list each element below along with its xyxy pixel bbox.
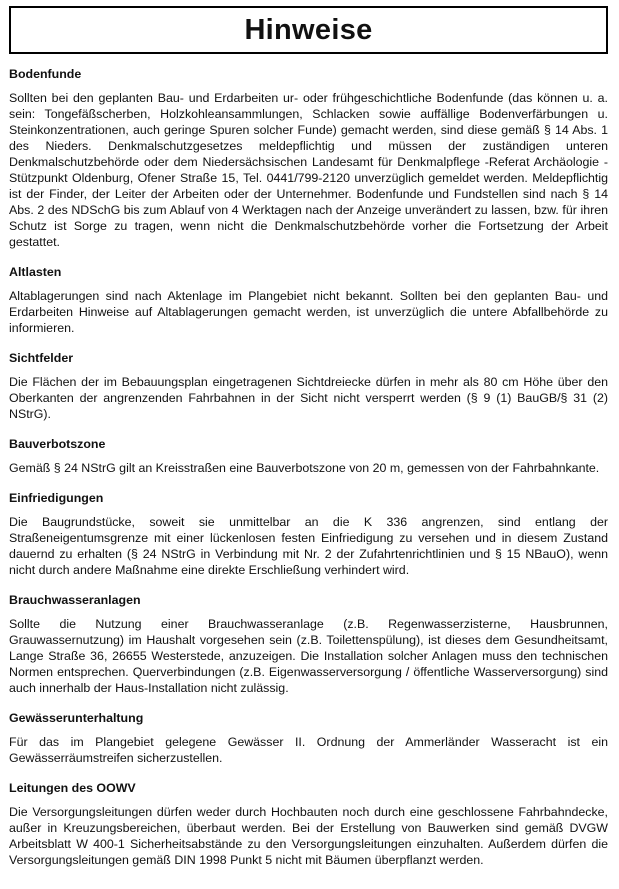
- title-box: [9, 6, 608, 54]
- section-heading: Brauchwasseranlagen: [9, 593, 141, 607]
- section-paragraph: Gemäß § 24 NStrG gilt an Kreisstraßen eine Bauverbotszone von 20 m, gemessen von der Fahrbahnkante.: [9, 461, 600, 475]
- section-heading: Bodenfunde: [9, 67, 82, 81]
- section-heading: Leitungen des OOWV: [9, 781, 136, 795]
- document-content: [9, 66, 608, 882]
- section-paragraph: Sollten bei den geplanten Bau- und Erdarbeiten ur- oder frühgeschichtliche Bodenfunde (das können u. a. sein: Tongefäßscherben, Holzkohleansammlungen, Schlacken sowie auffällige Bodenverfärbungen u. Steinkonzentrationen, auch geringe Spuren solcher Funde) gemacht werden, sind diese gemäß § 14 Abs. 1 des Nieders. Denkmalschutzgesetzes meldepflichtig und müssen der zuständigen unteren Denkmalschutzbehörde oder dem Niedersächsischen Landesamt für Denkmalpflege -Referat Archäologie - Stützpunkt Oldenburg, Ofener Straße 15, Tel. 0441/799-2120 unverzüglich gemeldet werden. Meldepflichtig ist der Finder, der Leiter der Arbeiten oder der Unternehmer. Bodenfunde und Fundstellen sind nach § 14 Abs. 2 des NDSchG bis zum Ablauf von 4 Werktagen nach der Anzeige unverändert zu lassen, bzw. für ihren Schutz ist Sorge zu tragen, wenn nicht die Denkmalschutzbehörde vorher die Fortsetzung der Arbeit gestattet.: [9, 91, 608, 249]
- section-paragraph: Für das im Plangebiet gelegene Gewässer II. Ordnung der Ammerländer Wasseracht ist ein Gewässerräumstreifen sicherzustellen.: [9, 735, 608, 765]
- section-paragraph: Die Flächen der im Bebauungsplan eingetragenen Sichtdreiecke dürfen in mehr als 80 cm Höhe über den Oberkanten der angrenzenden Fahrbahnen in der Sicht nicht versperrt werden (§ 9 (1) BauGB/§ 31 (2) NStrG).: [9, 375, 608, 421]
- section-heading: Gewässerunterhaltung: [9, 711, 144, 725]
- section-heading: Sichtfelder: [9, 351, 74, 365]
- section-paragraph: Sollte die Nutzung einer Brauchwasseranlage (z.B. Regenwasserzisterne, Hausbrunnen, Grauwassernutzung) im Haushalt vorgesehen sein (z.B. Toilettenspülung), ist dieses dem Gesundheitsamt, Lange Straße 36, 26655 Westerstede, anzuzeigen. Die Installation solcher Anlagen muss den technischen Normen entsprechen. Querverbindungen (z.B. Eigenwasserversorgung / öffentliche Wasserversorgung) sind auch innerhalb der Haus-Installation nicht zulässig.: [9, 617, 608, 695]
- section-heading: Altlasten: [9, 265, 62, 279]
- section-paragraph: Die Baugrundstücke, soweit sie unmittelbar an die K 336 angrenzen, sind entlang der Straßeneigentumsgrenze mit einer lückenlosen festen Einfriedigung zu versehen und in diesem Zustand dauernd zu erhalten (§ 24 NStrG in Verbindung mit Nr. 2 der Zufahrtenrichtlinien und § 15 NBauO), wenn nicht durch andere Maßnahme eine direkte Erschließung verhindert wird.: [9, 515, 608, 577]
- section-paragraph: Altablagerungen sind nach Aktenlage im Plangebiet nicht bekannt. Sollten bei den geplanten Bau- und Erdarbeiten Hinweise auf Altablagerungen gemacht werden, ist unverzüglich die untere Abfallbehörde zu informieren.: [9, 289, 608, 335]
- section-heading: Einfriedigungen: [9, 491, 104, 505]
- section-paragraph: Die Versorgungsleitungen dürfen weder durch Hochbauten noch durch eine geschlossene Fahrbahndecke, außer in Kreuzungsbereichen, überbaut werden. Bei der Erstellung von Bauwerken sind gemäß DVGW Arbeitsblatt W 400-1 Sicherheitsabstände zu den Versorgungsleitungen einzuhalten. Außerdem dürfen die Versorgungsleitungen gemäß DIN 1998 Punkt 5 nicht mit Bäumen überpflanzt werden.: [9, 805, 608, 867]
- page-title: Hinweise: [244, 13, 373, 46]
- section-einfriedigungen: [9, 490, 608, 578]
- section-heading: Bauverbotszone: [9, 437, 106, 451]
- section-altlasten: [9, 264, 608, 336]
- section-brauchwasseranlagen: [9, 592, 608, 696]
- section-bauverbotszone: [9, 436, 608, 476]
- section-leitungen-oowv: [9, 780, 608, 868]
- section-bodenfunde: [9, 66, 608, 250]
- section-gewaesserunterhaltung: [9, 710, 608, 766]
- section-sichtfelder: [9, 350, 608, 422]
